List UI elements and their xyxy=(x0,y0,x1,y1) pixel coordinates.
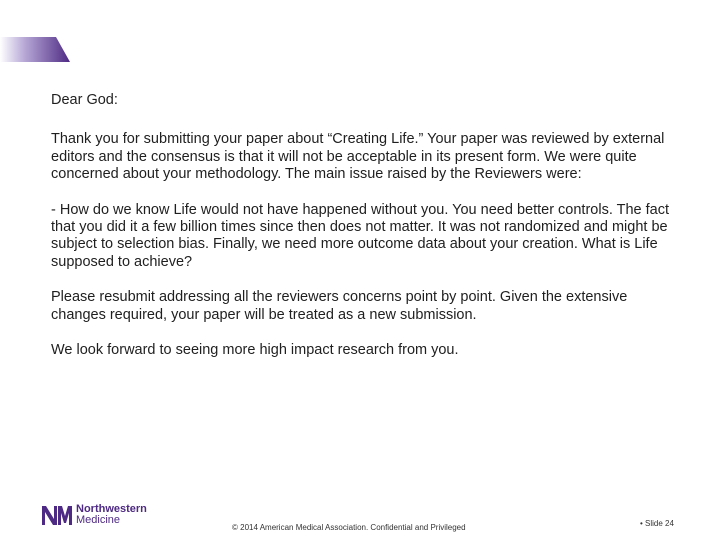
logo-line-northwestern: Northwestern xyxy=(76,503,147,515)
letter-paragraph-intro: Thank you for submitting your paper about “Creating Life.” Your paper was reviewed by external editors and the consensus is that it will not be acceptable in its present form. We were quite concerned about your methodology. The main issue raised by the Reviewers were: xyxy=(51,131,665,183)
footer-copyright: © 2014 American Medical Association. Confidential and Privileged xyxy=(232,523,466,532)
northwestern-medicine-logo-icon xyxy=(42,504,72,526)
header-banner-shape xyxy=(0,37,70,62)
logo-line-medicine: Medicine xyxy=(76,514,121,526)
letter-paragraph-resubmit: Please resubmit addressing all the reviewers concerns point by point. Given the extensive changes required, your paper will be treated as a new submission. xyxy=(51,289,628,323)
letter-paragraph-reviewer-issues: - How do we know Life would not have happened without you. You need better controls. The fact that you did it a few billion times since then does not matter. It was not randomized and might be subject to selection bias. Finally, we need more outcome data about your creation. What is Life supposed to achieve? xyxy=(51,201,669,270)
northwestern-medicine-logo xyxy=(42,503,147,527)
logo-wordmark xyxy=(76,504,147,526)
slide-number: • Slide 24 xyxy=(640,519,674,528)
letter-paragraph-closing: We look forward to seeing more high impact research from you. xyxy=(51,342,459,359)
letter-body xyxy=(51,92,671,377)
letter-greeting: Dear God: xyxy=(51,92,118,108)
